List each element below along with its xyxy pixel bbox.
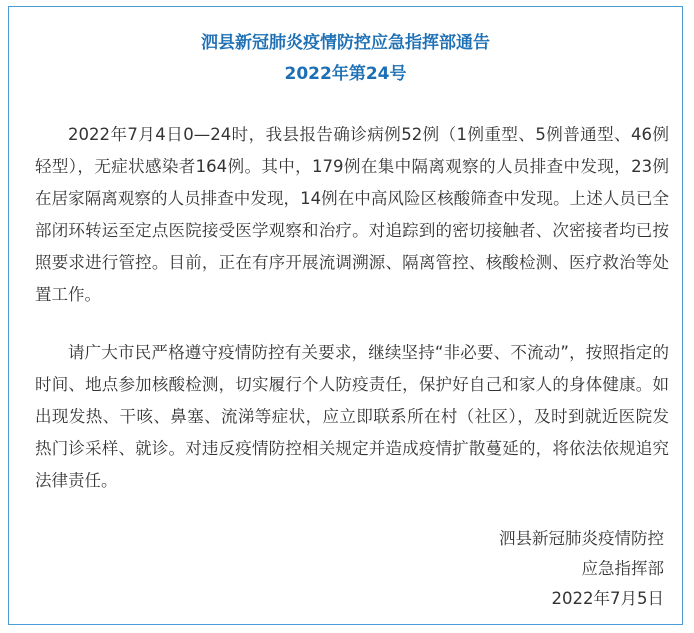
notice-paragraph-1: 2022年7月4日0—24时，我县报告确诊病例52例（1例重型、5例普通型、46例轻型），无症状感染者164例。其中，179例在集中隔离观察的人员排查中发现，23例在居家隔离观察的人员排查中发现，14例在中高风险区核酸筛查中发现。上述人员已全部闭环转运至定点医院接受医学观察和治疗。对追踪到的密切接触者、次密接者均已按照要求进行管控。目前，正在有序开展流调溯源、隔离管控、核酸检测、医疗救治等处置工作。 xyxy=(35,125,669,304)
signature-org-line-1: 泗县新冠肺炎疫情防控 xyxy=(499,529,664,548)
notice-number: 2022年第24号 xyxy=(284,64,407,84)
notice-frame xyxy=(8,6,683,625)
signature-org-line-2: 应急指挥部 xyxy=(581,559,664,578)
notice-paragraph-2: 请广大市民严格遵守疫情防控有关要求，继续坚持“非必要、不流动”，按照指定的时间、地点参加核酸检测，切实履行个人防疫责任，保护好自己和家人的身体健康。如出现发热、干咳、鼻塞、流涕等症状，应立即联系所在村（社区），及时到就近医院发热门诊采样、就诊。对违反疫情防控相关规定并造成疫情扩散蔓延的，将依法依规追究法律责任。 xyxy=(35,343,669,490)
notice-title: 泗县新冠肺炎疫情防控应急指挥部通告 xyxy=(201,33,490,53)
signature-date: 2022年7月5日 xyxy=(551,589,664,608)
